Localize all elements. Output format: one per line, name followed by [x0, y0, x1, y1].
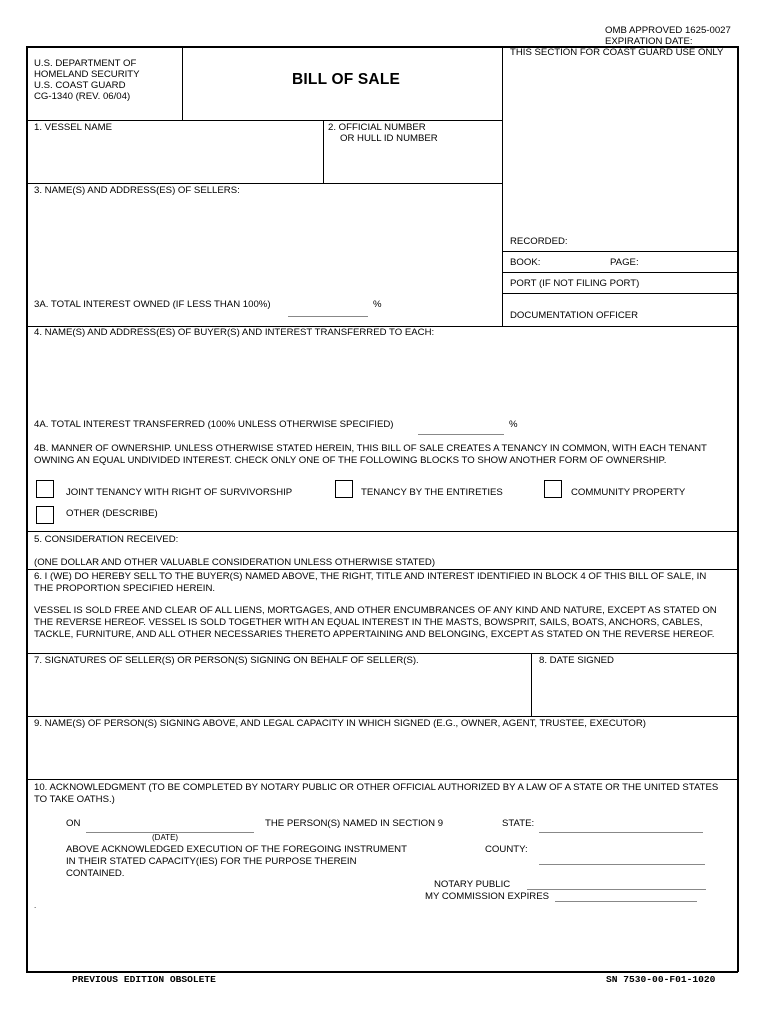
section-1-2-divider	[323, 120, 324, 183]
recorded-label: RECORDED:	[510, 236, 568, 247]
manner-of-ownership-text: 4B. MANNER OF OWNERSHIP. UNLESS OTHERWISE STATED HEREIN, THIS BILL OF SALE CREATES A TENANCY IN COMMON, WITH EACH TENANT OWNING AN EQUAL UNDIVIDED INTEREST. CHECK ONLY ONE OF THE FOLLOWING BLOCKS TO SHOW ANOTHER FORM OF OWNERSHIP.	[34, 443, 707, 467]
sellers-label: 3. NAME(S) AND ADDRESS(ES) OF SELLERS:	[34, 185, 240, 196]
section-7-bottom-line	[27, 716, 737, 717]
acknowledged-line-3: CONTAINED.	[66, 868, 125, 879]
cg-line-1	[502, 251, 737, 252]
vessel-name-label: 1. VESSEL NAME	[34, 122, 113, 133]
total-interest-owned-label: 3A. TOTAL INTEREST OWNED (IF LESS THAN 100%)	[34, 299, 271, 310]
commission-expires-field[interactable]	[555, 901, 697, 902]
agency-line-2: HOMELAND SECURITY	[34, 69, 140, 80]
official-number-label: 2. OFFICIAL NUMBER	[328, 122, 426, 133]
page-label: PAGE:	[610, 257, 639, 268]
community-property-label: COMMUNITY PROPERTY	[571, 487, 686, 498]
stray-mark: .	[34, 901, 37, 910]
commission-expires-label: MY COMMISSION EXPIRES	[425, 891, 550, 902]
tenancy-entireties-checkbox[interactable]	[335, 480, 353, 498]
header-bottom-line	[27, 120, 502, 121]
section-9-bottom-line	[27, 779, 737, 780]
section-2-bottom-line	[27, 183, 502, 184]
section-7-8-divider	[531, 653, 532, 716]
cg-line-3	[502, 293, 737, 294]
acknowledged-line-1: ABOVE ACKNOWLEDGED EXECUTION OF THE FOREGOING INSTRUMENT	[66, 844, 407, 855]
county-label: COUNTY:	[485, 844, 528, 855]
community-property-checkbox[interactable]	[544, 480, 562, 498]
consideration-label: 5. CONSIDERATION RECEIVED:	[34, 534, 179, 545]
form-right-border	[737, 46, 739, 972]
percent-sign: %	[373, 299, 382, 310]
port-label: PORT (IF NOT FILING PORT)	[510, 278, 640, 289]
form-bottom-border	[26, 971, 738, 973]
coast-guard-use-label: THIS SECTION FOR COAST GUARD USE ONLY	[510, 47, 724, 58]
form-left-border	[26, 46, 28, 972]
cg-line-2	[502, 272, 737, 273]
notary-signature-field[interactable]	[527, 889, 706, 890]
cg-section-divider	[502, 47, 503, 327]
free-and-clear-statement: VESSEL IS SOLD FREE AND CLEAR OF ALL LIENS, MORTGAGES, AND OTHER ENCUMBRANCES OF ANY KIND AND NATURE, EXCEPT AS STATED ON THE REVERSE HEREOF. VESSEL IS SOLD TOGETHER WITH AN EQUAL INTEREST IN THE MASTS, BOWSPRIT, SAILS, BOATS, ANCHORS, CABLES, TACKLE, FURNITURE, AND ALL OTHER NECESSARIES THERETO APPERTAINING AND BELONGING, EXCEPT AS STATED ON THE REVERSE HEREOF.	[34, 605, 717, 641]
form-number: CG-1340 (REV. 06/04)	[34, 91, 131, 102]
joint-tenancy-checkbox[interactable]	[36, 480, 54, 498]
agency-line-3: U.S. COAST GUARD	[34, 80, 126, 91]
joint-tenancy-label: JOINT TENANCY WITH RIGHT OF SURVIVORSHIP	[66, 487, 293, 498]
tenancy-entireties-label: TENANCY BY THE ENTIRETIES	[361, 487, 503, 498]
buyers-label: 4. NAME(S) AND ADDRESS(ES) OF BUYER(S) AND INTEREST TRANSFERRED TO EACH:	[34, 327, 435, 338]
date-caption: (DATE)	[152, 833, 179, 842]
section-5-bottom-line	[27, 569, 737, 570]
stock-number: SN 7530-00-F01-1020	[606, 974, 716, 985]
form-top-border	[26, 46, 738, 48]
form-title: BILL OF SALE	[292, 71, 401, 88]
previous-edition-note: PREVIOUS EDITION OBSOLETE	[72, 974, 216, 985]
seller-signatures-label: 7. SIGNATURES OF SELLER(S) OR PERSON(S) SIGNING ON BEHALF OF SELLER(S).	[34, 655, 419, 666]
other-describe-label: OTHER (DESCRIBE)	[66, 508, 158, 519]
book-label: BOOK:	[510, 257, 541, 268]
total-interest-transferred-label: 4A. TOTAL INTEREST TRANSFERRED (100% UNLESS OTHERWISE SPECIFIED)	[34, 419, 394, 430]
state-label: STATE:	[502, 818, 535, 829]
section-4-bottom-line	[27, 531, 737, 532]
hull-id-label: OR HULL ID NUMBER	[340, 133, 438, 144]
total-interest-transferred-field[interactable]	[418, 434, 504, 435]
header-divider	[182, 47, 183, 120]
date-signed-label: 8. DATE SIGNED	[539, 655, 614, 666]
persons-named-label: THE PERSON(S) NAMED IN SECTION 9	[265, 818, 444, 829]
percent-sign-4a: %	[509, 419, 518, 430]
section-6-bottom-line	[27, 653, 737, 654]
state-field[interactable]	[539, 832, 703, 833]
total-interest-owned-field[interactable]	[288, 316, 368, 317]
acknowledgment-text: 10. ACKNOWLEDGMENT (TO BE COMPLETED BY NOTARY PUBLIC OR OTHER OFFICIAL AUTHORIZED BY A LAW OF A STATE OR THE UNITED STATES TO TAKE OATHS.)	[34, 782, 719, 806]
notary-public-label: NOTARY PUBLIC	[434, 879, 511, 890]
consideration-note: (ONE DOLLAR AND OTHER VALUABLE CONSIDERATION UNLESS OTHERWISE STATED)	[34, 557, 436, 568]
signer-capacity-label: 9. NAME(S) OF PERSON(S) SIGNING ABOVE, AND LEGAL CAPACITY IN WHICH SIGNED (E.G., OWNER, AGENT, TRUSTEE, EXECUTOR)	[34, 718, 646, 729]
county-field[interactable]	[539, 864, 705, 865]
expiration-date-label: EXPIRATION DATE:	[605, 36, 693, 47]
omb-approval: OMB APPROVED 1625-0027	[605, 25, 731, 36]
sale-statement: 6. I (WE) DO HEREBY SELL TO THE BUYER(S) NAMED ABOVE, THE RIGHT, TITLE AND INTEREST IDENTIFIED IN BLOCK 4 OF THIS BILL OF SALE, IN THE PROPORTION SPECIFIED HEREIN.	[34, 571, 707, 595]
agency-line-1: U.S. DEPARTMENT OF	[34, 58, 137, 69]
documentation-officer-label: DOCUMENTATION OFFICER	[510, 310, 639, 321]
on-label: ON	[66, 818, 81, 829]
other-checkbox[interactable]	[36, 506, 54, 524]
acknowledged-line-2: IN THEIR STATED CAPACITY(IES) FOR THE PURPOSE THEREIN	[66, 856, 357, 867]
